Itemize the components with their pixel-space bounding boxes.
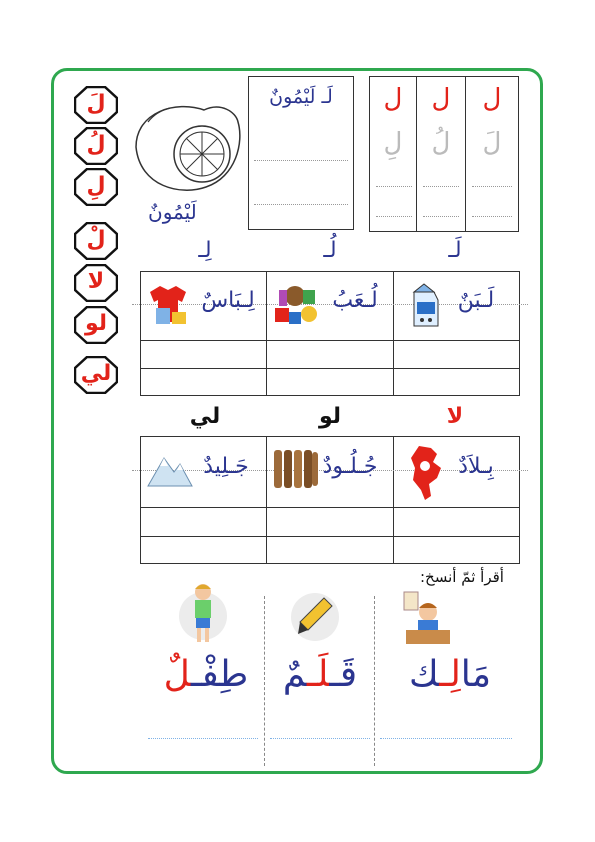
word-part: مٌ [282,654,307,695]
boy-at-desk-image [398,590,456,648]
traced-letter: لَ [482,128,502,158]
letter-badge [74,356,118,394]
child-image [178,580,228,646]
column-divider [374,596,375,766]
column-divider [264,596,265,766]
writing-line [254,160,348,161]
word-part-highlight: لَـ [306,654,330,695]
lemon-example: لَـ لَيْمُونٌ [269,86,333,108]
traced-letter: لِ [383,128,403,158]
letter-badge [74,222,118,260]
lemon-illustration [126,92,246,202]
copy-line [380,738,512,739]
row-divider [140,368,520,369]
example-word: بِـلاَدٌ [458,454,494,479]
letter-badge-text: لا [87,269,105,294]
column-header: لُـ [323,238,337,263]
letter-badge [74,86,118,124]
letter-badge [74,306,118,344]
leather-hides-image [272,446,320,492]
column-header: لَـ [448,238,462,263]
word-part-highlight: لِـ [439,654,461,695]
row-divider [140,507,520,508]
writing-line [254,204,348,205]
trace-letter: ل [383,84,403,114]
word-part: طِفْـ [190,654,249,695]
word-part-highlight: لٌ [163,654,191,695]
milk-carton-image [408,282,442,330]
column-divider [266,271,267,396]
copy-line [148,738,258,739]
traced-letter: لُ [431,128,451,158]
ice-mountain-image [146,450,194,490]
toys-image [273,280,319,328]
column-header: لا [446,404,464,429]
instruction-text: أقرأ ثمّ أنسخ: [420,568,504,586]
writing-line [376,186,412,187]
letter-badge-text: لَ [86,91,106,116]
row-divider [140,536,520,537]
letter-badge [74,127,118,165]
clothes-image [146,282,192,328]
copy-word-malik [380,654,520,695]
example-word: لِـبَاسٌ [201,288,255,313]
copy-word-qalam [266,654,374,695]
copy-word-tifl [150,654,262,695]
copy-line [270,738,370,739]
word-part: مَا [460,654,492,695]
column-divider [393,436,394,564]
row-divider [140,340,520,341]
writing-line [376,216,412,217]
letter-badge-text: لو [84,311,108,336]
writing-line [472,186,512,187]
letter-badge-text: لْ [86,227,106,252]
trace-letter: ل [431,84,451,114]
column-header: لي [189,404,221,429]
writing-line [423,216,459,217]
letter-badge [74,168,118,206]
column-header: لِـ [198,238,212,263]
lemon-caption: لَيْمُونٌ [148,200,197,224]
word-part: قَـ [329,654,358,695]
example-word: جُـلُـودٌ [322,454,378,479]
word-part: ك [408,654,440,695]
letter-badge-text: لُ [86,132,106,157]
trace-letter: ل [482,84,502,114]
writing-line [472,216,512,217]
writing-line [423,186,459,187]
example-word: جَـلِيدٌ [203,454,249,479]
column-divider [266,436,267,564]
letter-badge [74,264,118,302]
example-word: لَـبَنٌ [457,288,495,313]
letter-badge-text: لِ [86,173,106,198]
tunisia-map-image [407,444,445,502]
letter-badge-text: لي [80,361,112,386]
column-header: لو [318,404,342,429]
column-divider [393,271,394,396]
pencil-image [290,592,340,642]
example-word: لُـعَبُ [332,288,378,313]
